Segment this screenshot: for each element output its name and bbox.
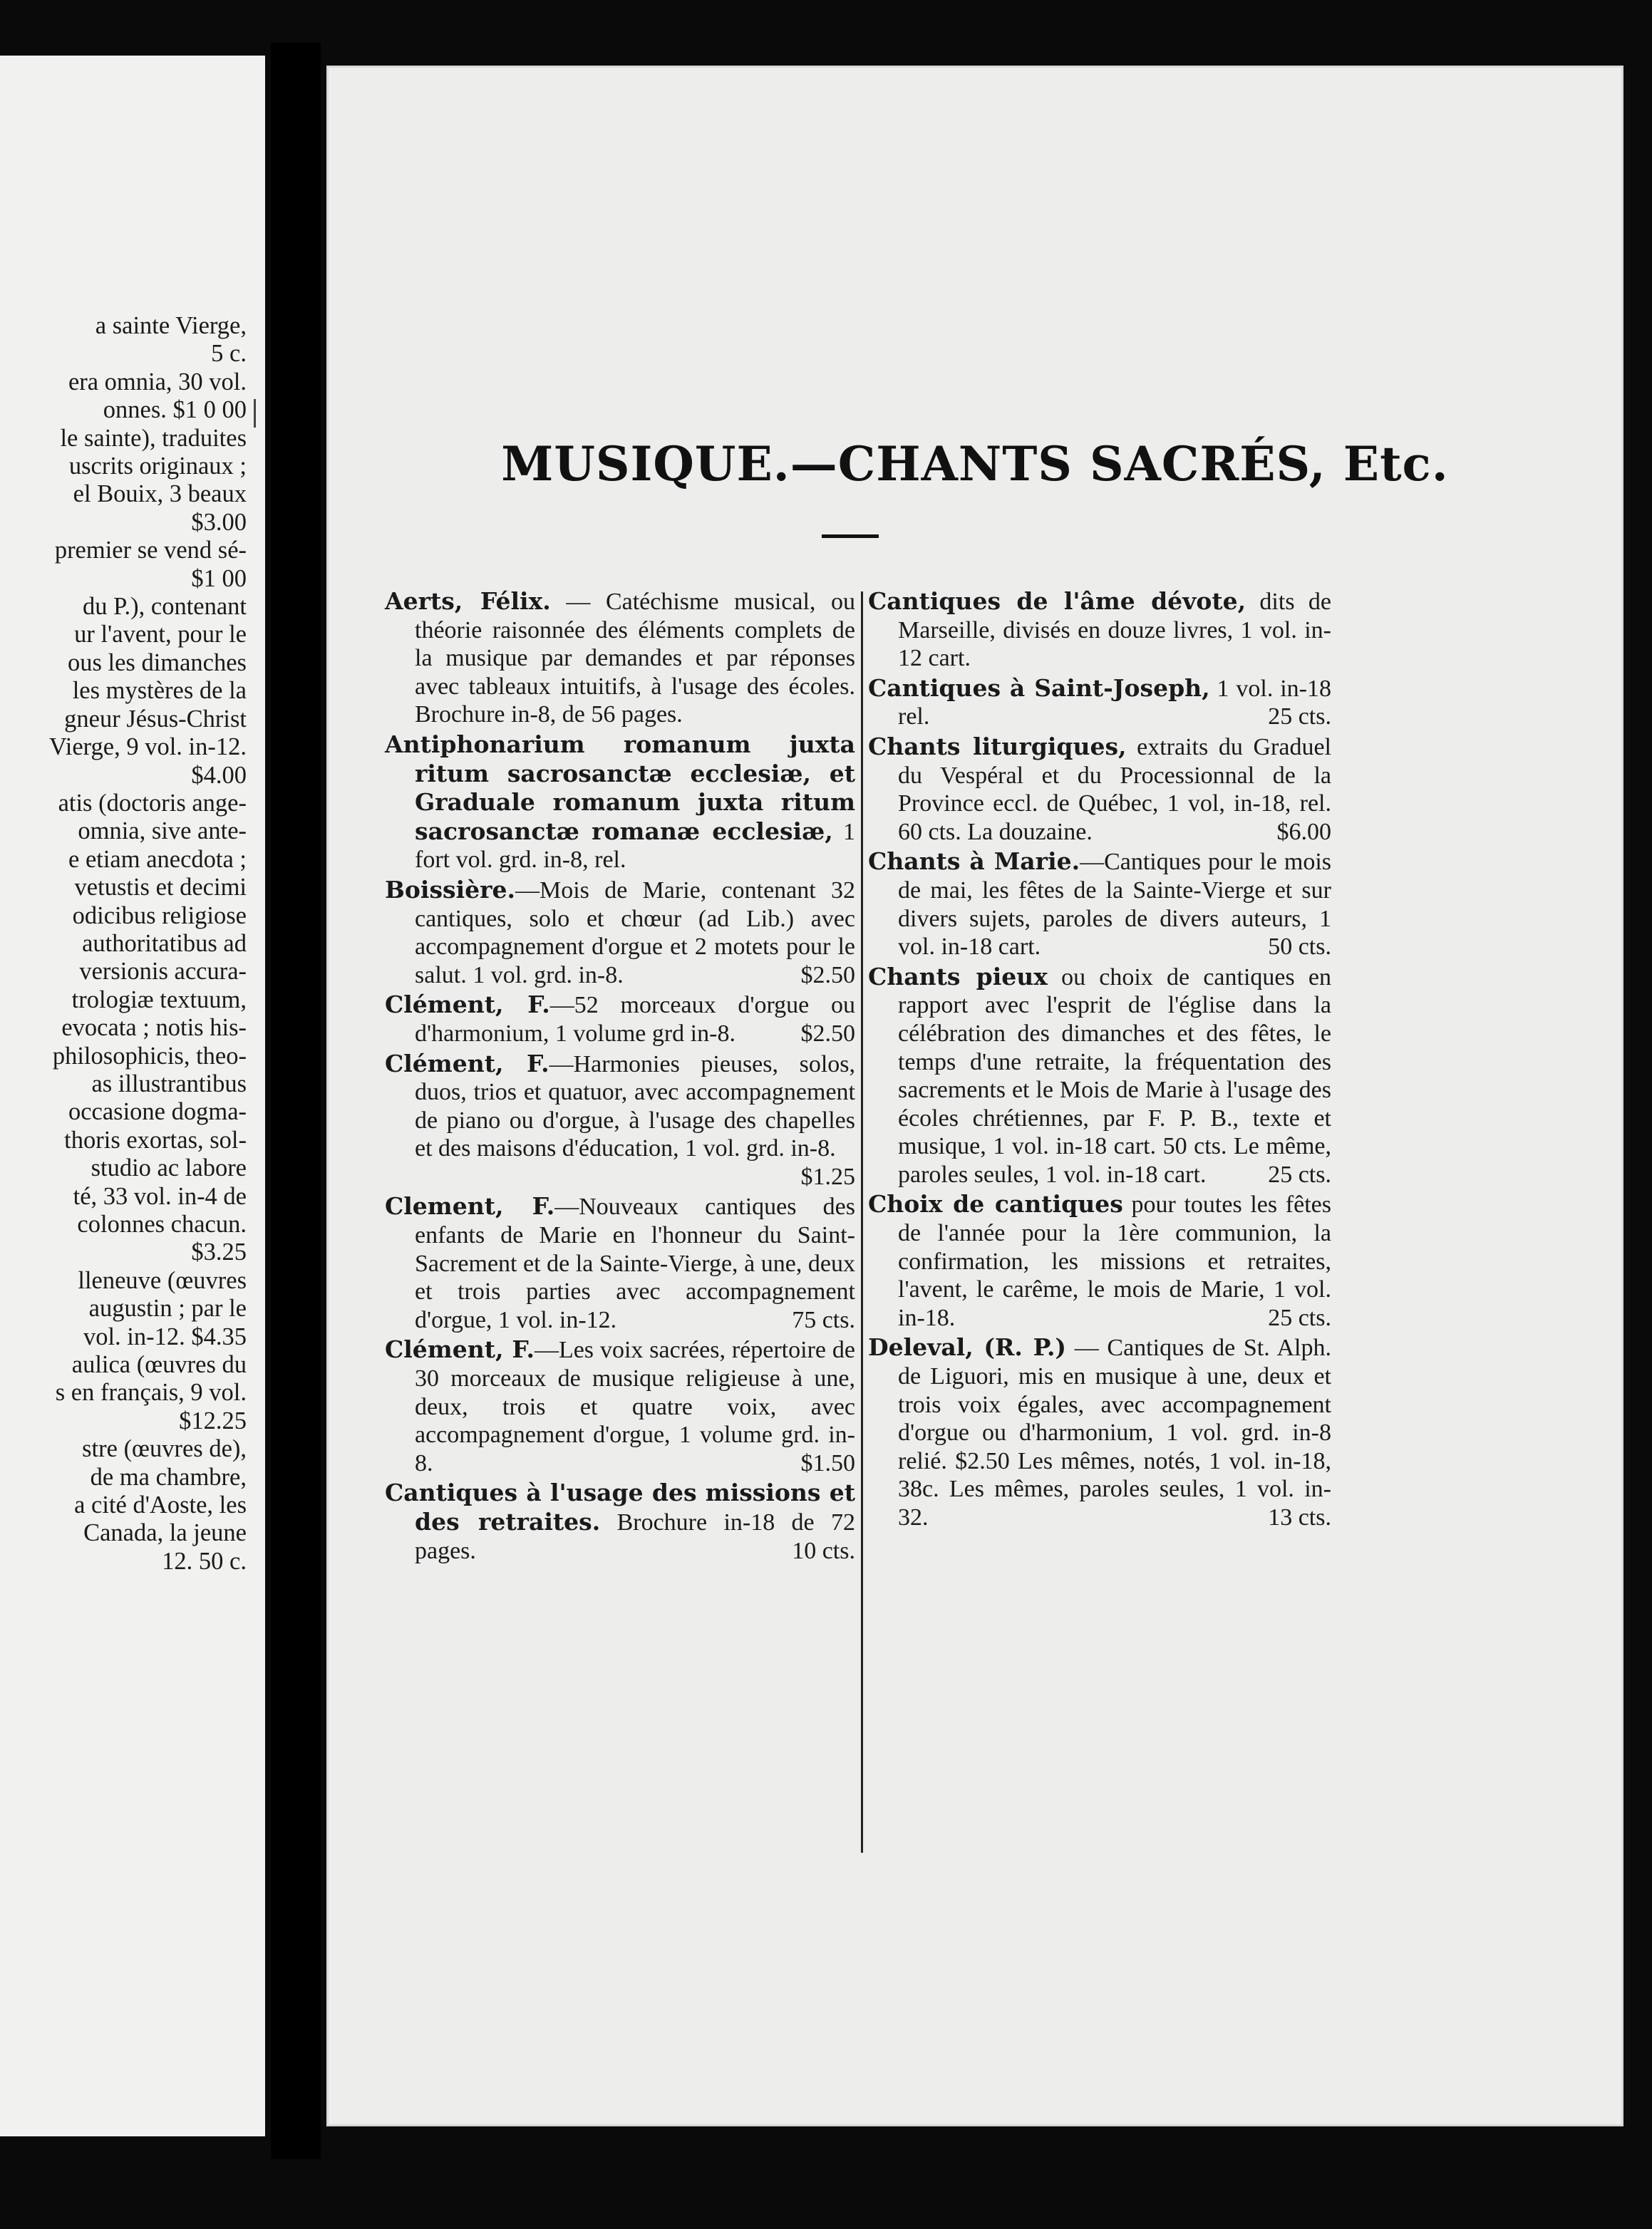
previous-page-line: 5 c. [211,340,247,368]
entry-heading: Clement, F. [385,1192,555,1221]
entry-price: 25 cts. [1268,1304,1331,1331]
previous-page-line: $3.00 [191,508,247,536]
entry-description: pour toutes les fêtes de l'année pour la 1ère communion, la confirmation, les missions et retraites, l'avent, le carême, le mois de Marie, 1 vol. in-18. [898,1191,1331,1331]
previous-page-line: stre (œuvres de), [82,1435,247,1463]
entry-heading: Chants pieux [868,962,1048,991]
entry-heading: Clément, F. [385,991,550,1019]
catalog-entry [385,1050,855,1191]
entry-description: —Nouveaux cantiques des enfants de Marie en l'honneur du Saint-Sacrement et de la Sainte-Vierge, à une, deux et trois parties avec accompagnement d'orgue, 1 vol. in-12. [415,1194,855,1333]
right-column [868,587,1331,1534]
previous-page-line: 12. 50 c. [162,1547,247,1575]
entry-description: — Cantiques de St. Alph. de Liguori, mis en musique à une, deux et trois voix égales, avec accompagnement d'orgue ou d'harmonium, 1 vol. grd. in-8 relié. $2.50 Les mêmes, notés, 1 vol. in-18, 38c. Les mêmes, paroles seules, 1 vol. in-32. [898,1335,1331,1531]
entry-description: 1 fort vol. grd. in-8, rel. [415,818,855,874]
previous-page-line: onnes. $1 0 00 [103,396,247,424]
previous-page-line: versionis accura- [79,958,247,986]
entry-description: — Catéchisme musical, ou théorie raisonnée des éléments complets de la musique par demandes et par réponses avec tableaux intuitifs, à l'usage des écoles. Brochure in-8, de 56 pages. [415,589,856,728]
previous-page-line: les mystères de la [72,677,247,705]
entry-heading: Aerts, Félix. [385,587,551,615]
previous-page-line: philosophicis, theo- [52,1042,247,1070]
catalog-entry [868,963,1331,1189]
entry-description: 1 vol. in-18 rel. [898,675,1332,730]
previous-page-line: $3.25 [191,1238,247,1266]
entry-description: ou choix de cantiques en rapport avec l'esprit de l'église dans la célébration des dimanches et des fêtes, le temps d'une retraite, la fréquentation des sacrements et le Mois de Marie à l'usage des écoles chrétiennes, par F. P. B., texte et musique, 1 vol. in-18 cart. 50 cts. Le même, paroles seules, 1 vol. in-18 cart. [898,963,1332,1188]
catalog-entry [385,1335,855,1477]
previous-page-line: Canada, la jeune [83,1519,247,1547]
previous-page-line: omnia, sive ante- [78,817,247,845]
entry-price: 75 cts. [792,1306,855,1333]
gutter-mark [254,399,256,428]
entry-price: 13 cts. [1268,1504,1331,1531]
entry-description: dits de Marseille, divisés en douze livres, 1 vol. in-12 cart. [898,589,1331,672]
entry-heading: Choix de cantiques [868,1190,1123,1219]
catalog-entry [868,847,1331,961]
catalog-entry [868,674,1331,731]
previous-page-line: le sainte), traduites [60,424,247,452]
catalog-entry [385,991,855,1048]
entry-price: $2.50 [800,961,855,988]
previous-page-line: de ma chambre, [90,1463,247,1491]
previous-page-line: $4.00 [191,761,247,789]
entry-description: extraits du Graduel du Vespéral et du Processionnal de la Province eccl. de Québec, 1 vol, in-18, rel. 60 cts. La douzaine. [898,733,1331,845]
book-spine [271,43,321,2159]
catalog-entry [385,1192,855,1334]
previous-page-line: du P.), contenant [83,593,247,621]
previous-page-line: premier se vend sé- [54,537,247,564]
previous-page-line: as illustrantibus [91,1070,247,1097]
previous-page-line: té, 33 vol. in-4 de [73,1182,247,1210]
entry-description: Brochure in-18 de 72 pages. [415,1509,855,1564]
previous-page-text [0,312,247,1576]
previous-page-line: odicibus religiose [72,901,247,929]
catalog-entry [868,1190,1331,1332]
entry-heading: Cantiques à Saint-Joseph, [868,673,1210,702]
entry-price: $6.00 [1276,818,1331,845]
catalog-page [326,66,1623,2126]
column-divider [861,591,863,1853]
entry-heading: Chants liturgiques, [868,732,1127,760]
previous-page-line: $1 00 [191,564,247,592]
previous-page-line: colonnes chacun. [77,1211,247,1238]
catalog-entry [385,730,855,874]
page-title: MUSIQUE.—CHANTS SACRÉS, Etc. [501,436,1449,492]
previous-page-line: $12.25 [179,1407,247,1434]
previous-page-line: ous les dimanches [67,648,247,676]
entry-heading: Cantiques à l'usage des missions et des retraites. [385,1479,855,1536]
previous-page-line: Vierge, 9 vol. in-12. [48,733,247,761]
catalog-entry [385,1479,855,1565]
previous-page-line: a cité d'Aoste, les [74,1491,247,1519]
previous-page-line: aulica (œuvres du [71,1351,247,1379]
entry-description: —Cantiques pour le mois de mai, les fêtes de la Sainte-Vierge et sur divers sujets, paroles de divers auteurs, 1 vol. in-18 cart. [898,849,1331,961]
entry-heading: Clément, F. [385,1049,549,1077]
entry-price: $1.50 [800,1449,855,1476]
previous-page-line: e etiam anecdota ; [68,845,247,873]
previous-page-line: gneur Jésus-Christ [64,705,247,733]
left-column [385,587,855,1566]
previous-page-line: evocata ; notis his- [61,1014,247,1042]
previous-page-line: el Bouix, 3 beaux [73,480,247,508]
entry-price: 50 cts. [1268,934,1331,961]
entry-heading: Cantiques de l'âme dévote, [868,587,1246,615]
previous-page-line: augustin ; par le [88,1295,247,1323]
previous-page-line: trologiæ textuum, [71,986,247,1013]
catalog-entry [868,1333,1331,1531]
entry-price: 25 cts. [1268,703,1331,730]
previous-page-line: uscrits originaux ; [68,452,247,480]
entry-price: 25 cts. [1268,1161,1331,1188]
entry-description: —Les voix sacrées, répertoire de 30 morceaux de musique religieuse à une, deux, trois et quatre voix, avec accompagnement d'orgue, 1 volume grd. in-8. [415,1337,855,1476]
previous-page-line: occasione dogma- [68,1098,247,1126]
previous-page-line: era omnia, 30 vol. [68,368,247,395]
previous-page-line: ur l'avent, pour le [74,621,247,648]
previous-page-line: lleneuve (œuvres [78,1266,247,1294]
previous-page-fragment [0,56,265,2136]
previous-page-line: s en français, 9 vol. [55,1379,247,1407]
previous-page-line: studio ac labore [91,1154,247,1182]
previous-page-line: authoritatibus ad [82,929,247,957]
entry-heading: Clément, F. [385,1335,535,1364]
entry-heading: Chants à Marie. [868,847,1080,876]
entry-heading: Deleval, (R. P.) [868,1333,1067,1362]
entry-heading: Boissière. [385,875,515,904]
catalog-entry [868,587,1331,673]
previous-page-line: a sainte Vierge, [95,312,247,339]
entry-description: —Harmonies pieuses, solos, duos, trios et quatuor, avec accompagnement de piano ou d'orgue, à l'usage des chapelles et des maisons d'éducation, 1 vol. grd. in-8. [415,1050,855,1162]
catalog-entry [868,733,1331,846]
title-rule [822,534,879,538]
catalog-entry [385,876,855,989]
previous-page-line: vetustis et decimi [74,874,247,901]
entry-price: 10 cts. [792,1537,855,1564]
previous-page-line: thoris exortas, sol- [64,1126,247,1154]
catalog-entry [385,587,855,729]
previous-page-line: vol. in-12. $4.35 [83,1323,247,1350]
entry-price: $1.25 [800,1163,855,1190]
entry-price: $2.50 [800,1020,855,1047]
entry-heading: Antiphonarium romanum juxta ritum sacrosanctæ ecclesiæ, et Graduale romanum juxta ritum sacrosanctæ romanæ ecclesiæ, [385,730,855,845]
entry-description: —Mois de Marie, contenant 32 cantiques, solo et chœur (ad Lib.) avec accompagnement d'orgue et 2 motets pour le salut. 1 vol. grd. in-8. [415,876,855,988]
previous-page-line: atis (doctoris ange- [58,789,247,817]
entry-description: —52 morceaux d'orgue ou d'harmonium, 1 volume grd in-8. [415,992,855,1047]
